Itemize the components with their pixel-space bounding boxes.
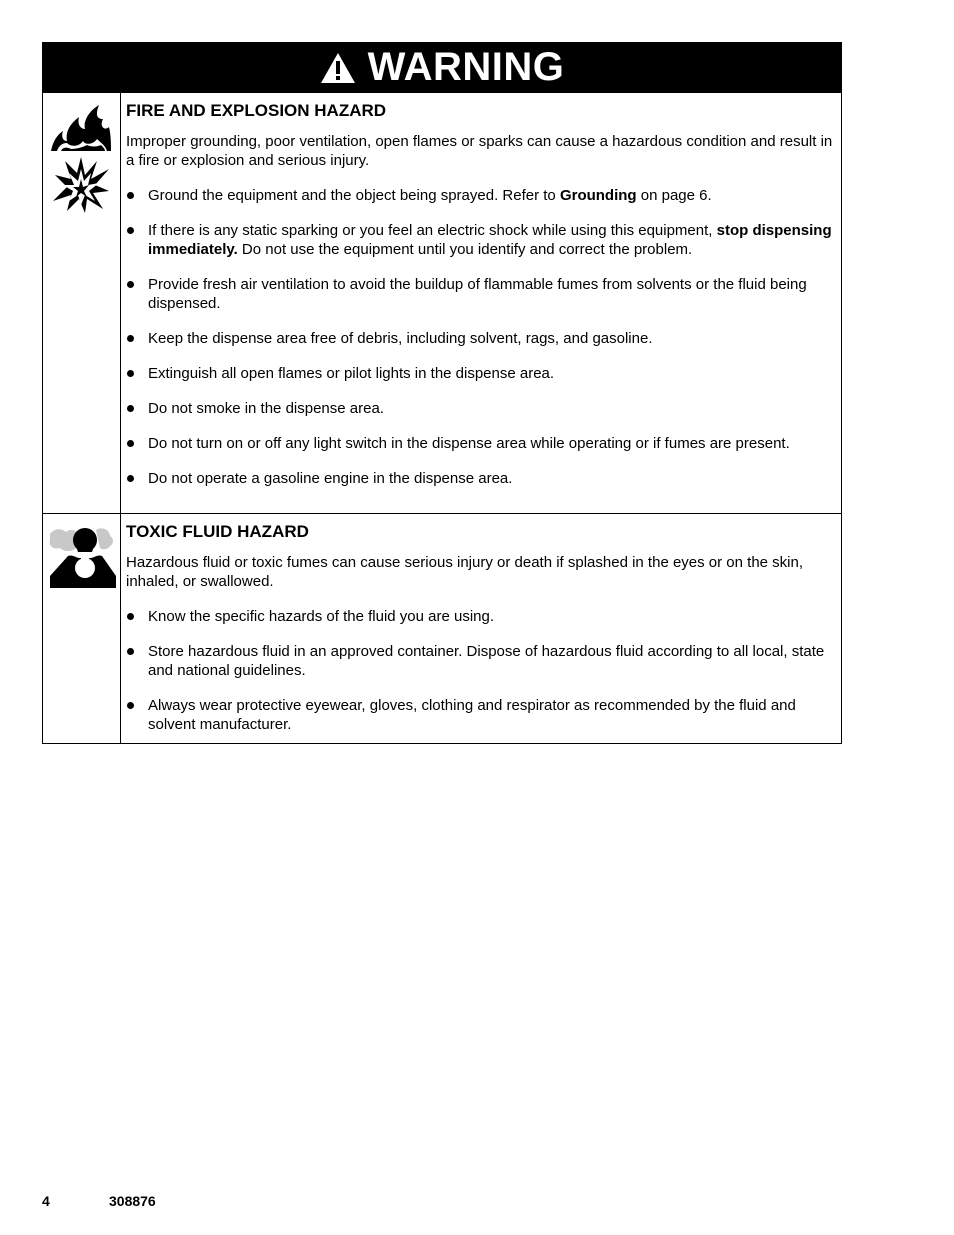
list-item: Extinguish all open flames or pilot lights in the dispense area.	[126, 364, 833, 383]
document-number: 308876	[109, 1193, 156, 1209]
section-title: FIRE AND EXPLOSION HAZARD	[126, 101, 387, 120]
section-intro: Improper grounding, poor ventilation, open flames or sparks can cause a hazardous condition and result in a fire or explosion and serious injury.	[126, 133, 833, 169]
grounding-reference: Grounding	[559, 187, 637, 204]
list-item: Do not turn on or off any light switch in the dispense area while operating or if fumes are present.	[126, 434, 833, 453]
toxic-text-cell	[121, 514, 841, 743]
toxic-fumes-person-icon	[48, 526, 118, 592]
list-item: Always wear protective eyewear, gloves, clothing and respirator as recommended by the fluid and solvent manufacturer.	[126, 696, 833, 734]
list-item: Know the specific hazards of the fluid you are using.	[126, 607, 833, 626]
section-intro: Hazardous fluid or toxic fumes can cause serious injury or death if splashed in the eyes or on the skin, inhaled, or swallowed.	[126, 554, 804, 590]
warning-box	[42, 42, 842, 744]
list-item: If there is any static sparking or you feel an electric shock while using this equipment, stop dispensing immediately. Do not use the equipment until you identify and correct the problem.	[126, 221, 833, 259]
fire-explosion-section	[43, 92, 841, 513]
warning-title: WARNING	[367, 45, 565, 89]
page-number: 4	[42, 1193, 50, 1209]
fire-text-cell	[121, 93, 841, 513]
list-item: Ground the equipment and the object being sprayed. Refer to Grounding on page 6.	[126, 186, 833, 205]
list-item: Store hazardous fluid in an approved container. Dispose of hazardous fluid according to all local, state and national guidelines.	[126, 642, 833, 680]
bullet-list	[126, 607, 833, 734]
list-item: Do not operate a gasoline engine in the dispense area.	[126, 469, 833, 488]
toxic-fluid-section	[43, 513, 841, 743]
list-item: Do not smoke in the dispense area.	[126, 399, 833, 418]
explosion-icon	[51, 155, 111, 215]
bullet-list	[126, 186, 833, 488]
flame-icon	[49, 101, 113, 153]
toxic-icon-cell	[43, 514, 121, 743]
section-title: TOXIC FLUID HAZARD	[126, 522, 309, 541]
warning-banner	[43, 43, 841, 92]
warning-triangle-icon	[320, 52, 356, 84]
list-item: Provide fresh air ventilation to avoid the buildup of flammable fumes from solvents or the fluid being dispensed.	[126, 275, 833, 313]
fire-icon-cell	[43, 93, 121, 513]
list-item: Keep the dispense area free of debris, including solvent, rags, and gasoline.	[126, 329, 833, 348]
